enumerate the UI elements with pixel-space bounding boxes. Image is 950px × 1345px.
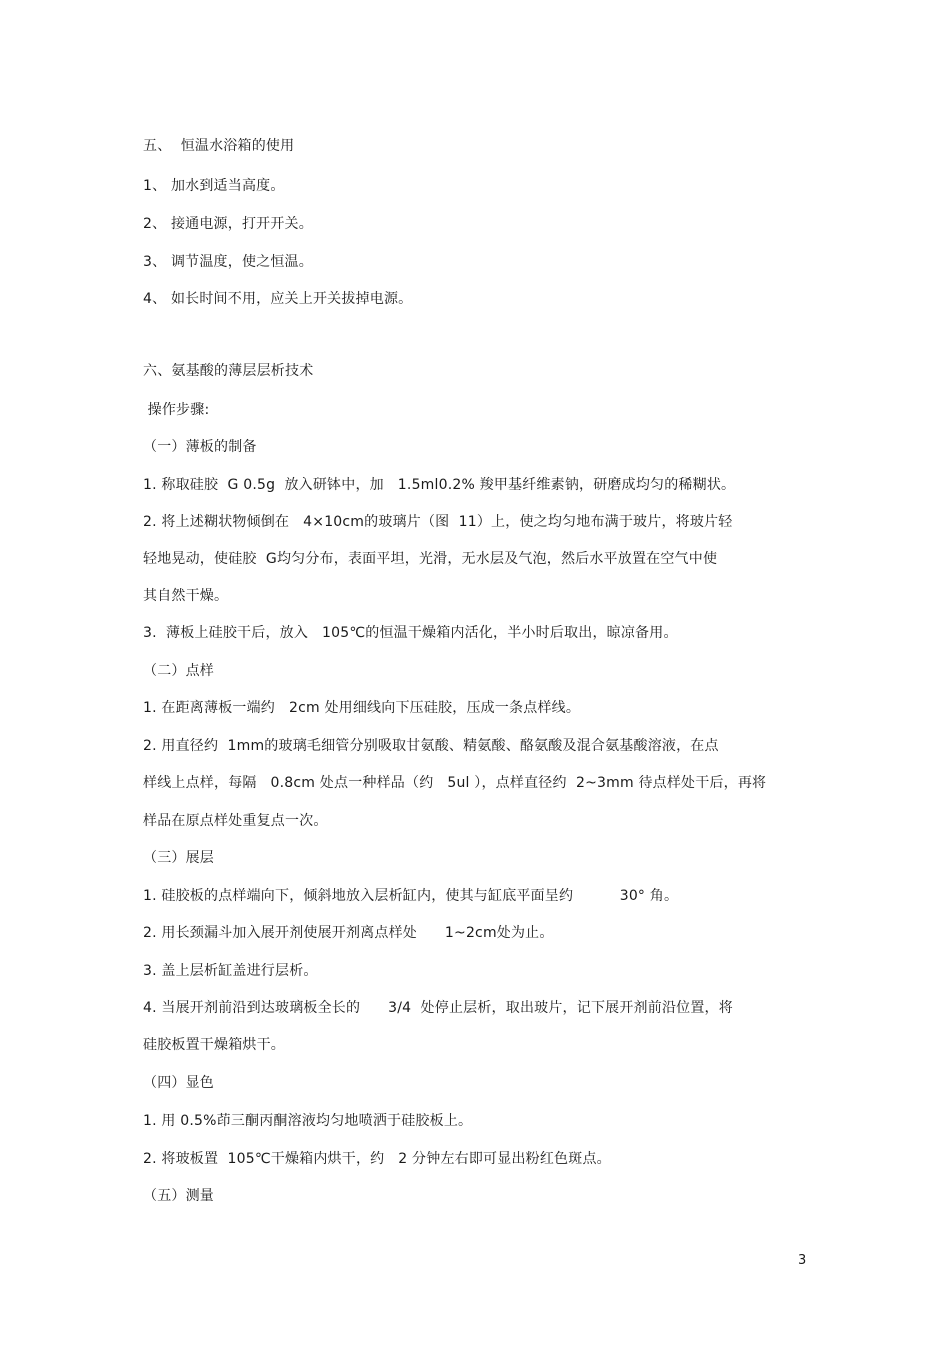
water-bath-step-2: 2、 接通电源，打开开关。 [143, 216, 313, 232]
subsection-development: （三）展层 [143, 850, 214, 866]
plate-prep-step-2-line-1: 2. 将上述糊状物倾倒在 4×10cm的玻璃片（图 11）上，使之均匀地布满于玻片，将玻片轻 [143, 514, 733, 530]
water-bath-step-3: 3、 调节温度，使之恒温。 [143, 254, 313, 270]
section-heading-water-bath: 五、 恒温水浴箱的使用 [143, 138, 295, 154]
water-bath-step-1: 1、 加水到适当高度。 [143, 178, 285, 194]
coloration-step-2: 2. 将玻板置 105℃干燥箱内烘干，约 2 分钟左右即可显出粉红色斑点。 [143, 1151, 611, 1167]
plate-prep-step-1: 1. 称取硅胶 G 0.5g 放入研钵中，加 1.5ml0.2% 羧甲基纤维素钠，研磨成均匀的稀糊状。 [143, 477, 736, 493]
development-step-2: 2. 用长颈漏斗加入展开剂使展开剂离点样处 1~2cm处为止。 [143, 925, 554, 941]
water-bath-step-4: 4、 如长时间不用，应关上开关拔掉电源。 [143, 291, 413, 307]
plate-prep-step-2-line-2: 轻地晃动，使硅胶 G均匀分布，表面平坦，光滑，无水层及气泡，然后水平放置在空气中使 [143, 551, 718, 567]
subsection-measurement: （五）测量 [143, 1188, 214, 1204]
plate-prep-step-3: 3. 薄板上硅胶干后，放入 105℃的恒温干燥箱内活化，半小时后取出，晾凉备用。 [143, 625, 678, 641]
procedure-label: 操作步骤: [143, 402, 210, 418]
spotting-step-2-line-3: 样品在原点样处重复点一次。 [143, 813, 328, 829]
development-step-3: 3. 盖上层析缸盖进行层析。 [143, 963, 318, 979]
spotting-step-2-line-2: 样线上点样，每隔 0.8cm 处点一种样品（约 5ul ），点样直径约 2~3mm 待点样处干后，再将 [143, 775, 767, 791]
page-number: 3 [798, 1253, 807, 1268]
subsection-spotting: （二）点样 [143, 663, 214, 679]
subsection-plate-prep: （一）薄板的制备 [143, 439, 257, 455]
development-step-1: 1. 硅胶板的点样端向下，倾斜地放入层析缸内，使其与缸底平面呈约 30° 角。 [143, 888, 679, 904]
spotting-step-2-line-1: 2. 用直径约 1mm的玻璃毛细管分别吸取甘氨酸、精氨酸、酪氨酸及混合氨基酸溶液，在点 [143, 738, 719, 754]
subsection-coloration: （四）显色 [143, 1075, 214, 1091]
spotting-step-1: 1. 在距离薄板一端约 2cm 处用细线向下压硅胶，压成一条点样线。 [143, 700, 581, 716]
coloration-step-1: 1. 用 0.5%茚三酮丙酮溶液均匀地喷洒于硅胶板上。 [143, 1113, 473, 1129]
section-heading-tlc: 六、氨基酸的薄层层析技术 [143, 363, 314, 379]
development-step-4-line-2: 硅胶板置干燥箱烘干。 [143, 1037, 285, 1053]
plate-prep-step-2-line-3: 其自然干燥。 [143, 588, 229, 604]
development-step-4-line-1: 4. 当展开剂前沿到达玻璃板全长的 3/4 处停止层析，取出玻片，记下展开剂前沿位置，将 [143, 1000, 733, 1016]
